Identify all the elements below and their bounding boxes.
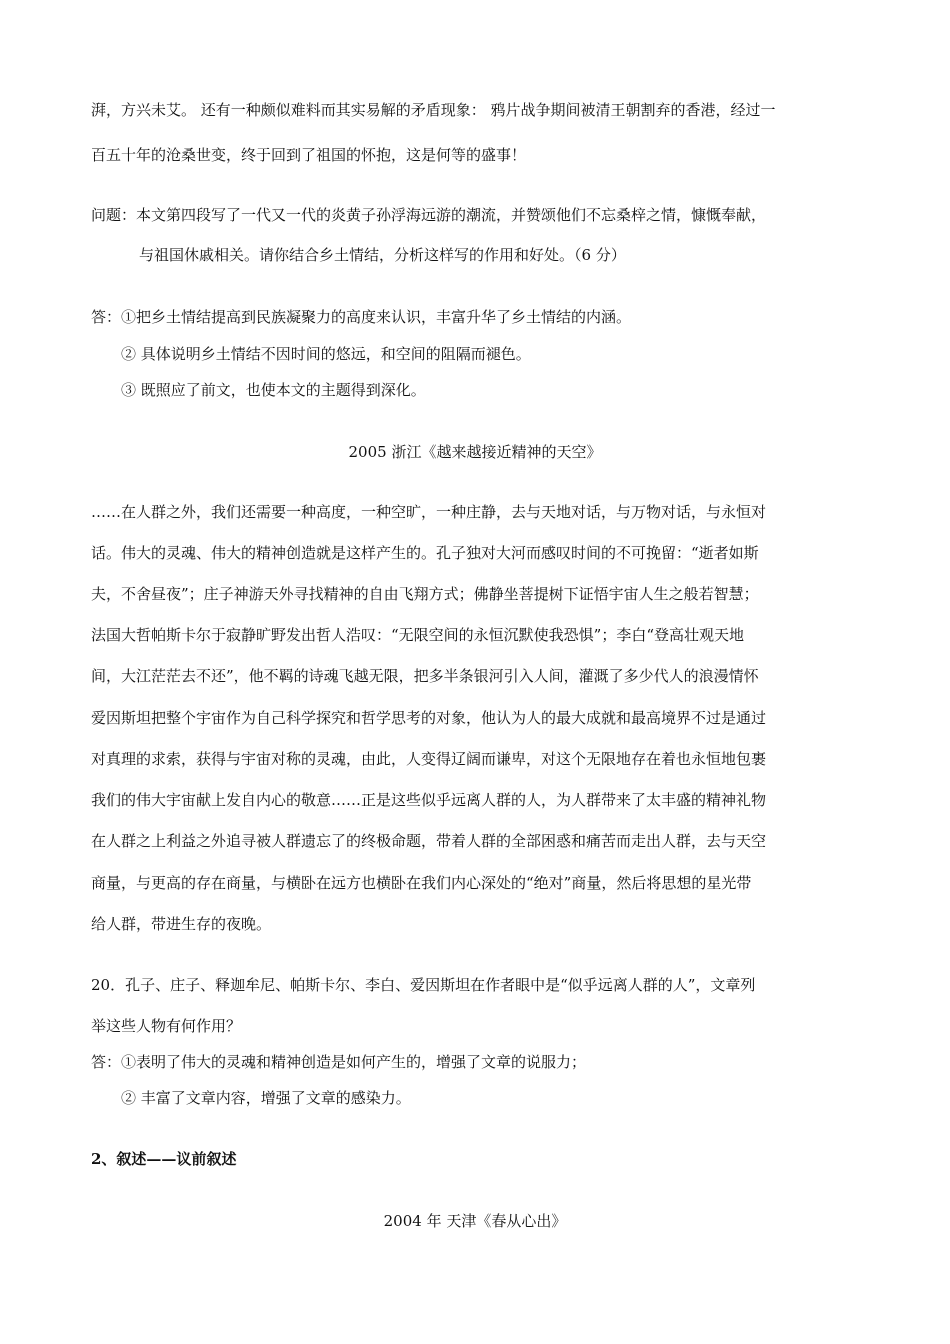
passage2-line-5: 间，大江茫茫去不还”，他不羁的诗魂飞越无限，把多半条银河引入人间，灌溉了多少代人的浪漫情怀: [91, 667, 759, 685]
section-title-2004: 2004 年 天津《春从心出》: [383, 1212, 567, 1230]
answer2-line-1: 答：①表明了伟大的灵魂和精神创造是如何产生的，增强了文章的说服力；: [91, 1053, 587, 1071]
passage2-line-1: ……在人群之外，我们还需要一种高度，一种空旷，一种庄静，去与天地对话，与万物对话，与永恒对: [91, 503, 767, 521]
answer2-line-2: ② 丰富了文章内容，增强了文章的感染力。: [121, 1089, 411, 1107]
answer1-line-2: ② 具体说明乡土情结不因时间的悠远，和空间的阻隔而褪色。: [121, 345, 531, 363]
passage2-line-9: 在人群之上利益之外追寻被人群遗忘了的终极命题，带着人群的全部困惑和痛苦而走出人群，去与天空: [91, 832, 767, 850]
passage2-line-4: 法国大哲帕斯卡尔于寂静旷野发出哲人浩叹：“无限空间的永恒沉默使我恐惧”；李白“登高壮观天地: [91, 626, 745, 644]
question1-line-2: 与祖国休戚相关。请你结合乡土情结，分析这样写的作用和好处。（6 分）: [139, 246, 626, 264]
question1-line-1: 问题：本文第四段写了一代又一代的炎黄子孙浮海远游的潮流，并赞颂他们不忘桑梓之情，慷慨奉献，: [91, 206, 767, 224]
passage2-line-6: 爱因斯坦把整个宇宙作为自己科学探究和哲学思考的对象，他认为人的最大成就和最高境界不过是通过: [91, 709, 767, 727]
section-title-2005: 2005 浙江《越来越接近精神的天空》: [348, 443, 602, 461]
question2-line-2: 举这些人物有何作用？: [91, 1017, 242, 1035]
passage2-line-8: 我们的伟大宇宙献上发自内心的敬意……正是这些似乎远离人群的人，为人群带来了太丰盛的精神礼物: [91, 791, 767, 809]
answer1-line-3: ③ 既照应了前文，也使本文的主题得到深化。: [121, 381, 426, 399]
section-heading: 2、叙述——议前叙述: [91, 1150, 237, 1168]
passage2-line-2: 话。伟大的灵魂、伟大的精神创造就是这样产生的。孔子独对大河而感叹时间的不可挽留：“逝者如斯: [91, 544, 759, 562]
passage2-line-7: 对真理的求索，获得与宇宙对称的灵魂，由此，人变得辽阔而谦卑，对这个无限地存在着也永恒地包裹: [91, 750, 767, 768]
passage2-line-10: 商量，与更高的存在商量，与横卧在远方也横卧在我们内心深处的“绝对”商量，然后将思想的星光带: [91, 874, 752, 892]
passage1-line-2: 百五十年的沧桑世变，终于回到了祖国的怀抱，这是何等的盛事！: [91, 146, 527, 164]
answer1-line-1: 答：①把乡土情结提高到民族凝聚力的高度来认识，丰富升华了乡土情结的内涵。: [91, 308, 632, 326]
question2-line-1: 20．孔子、庄子、释迦牟尼、帕斯卡尔、李白、爱因斯坦在作者眼中是“似乎远离人群的人”，文章列: [91, 976, 756, 994]
passage2-line-3: 夫，不舍昼夜”；庄子神游天外寻找精神的自由飞翔方式；佛静坐菩提树下证悟宇宙人生之般若智慧；: [91, 585, 759, 603]
passage1-line-1: 湃，方兴未艾。 还有一种颇似难料而其实易解的矛盾现象： 鸦片战争期间被清王朝割弃的香港，经过一: [91, 101, 776, 119]
passage2-line-11: 给人群，带进生存的夜晚。: [91, 915, 272, 933]
